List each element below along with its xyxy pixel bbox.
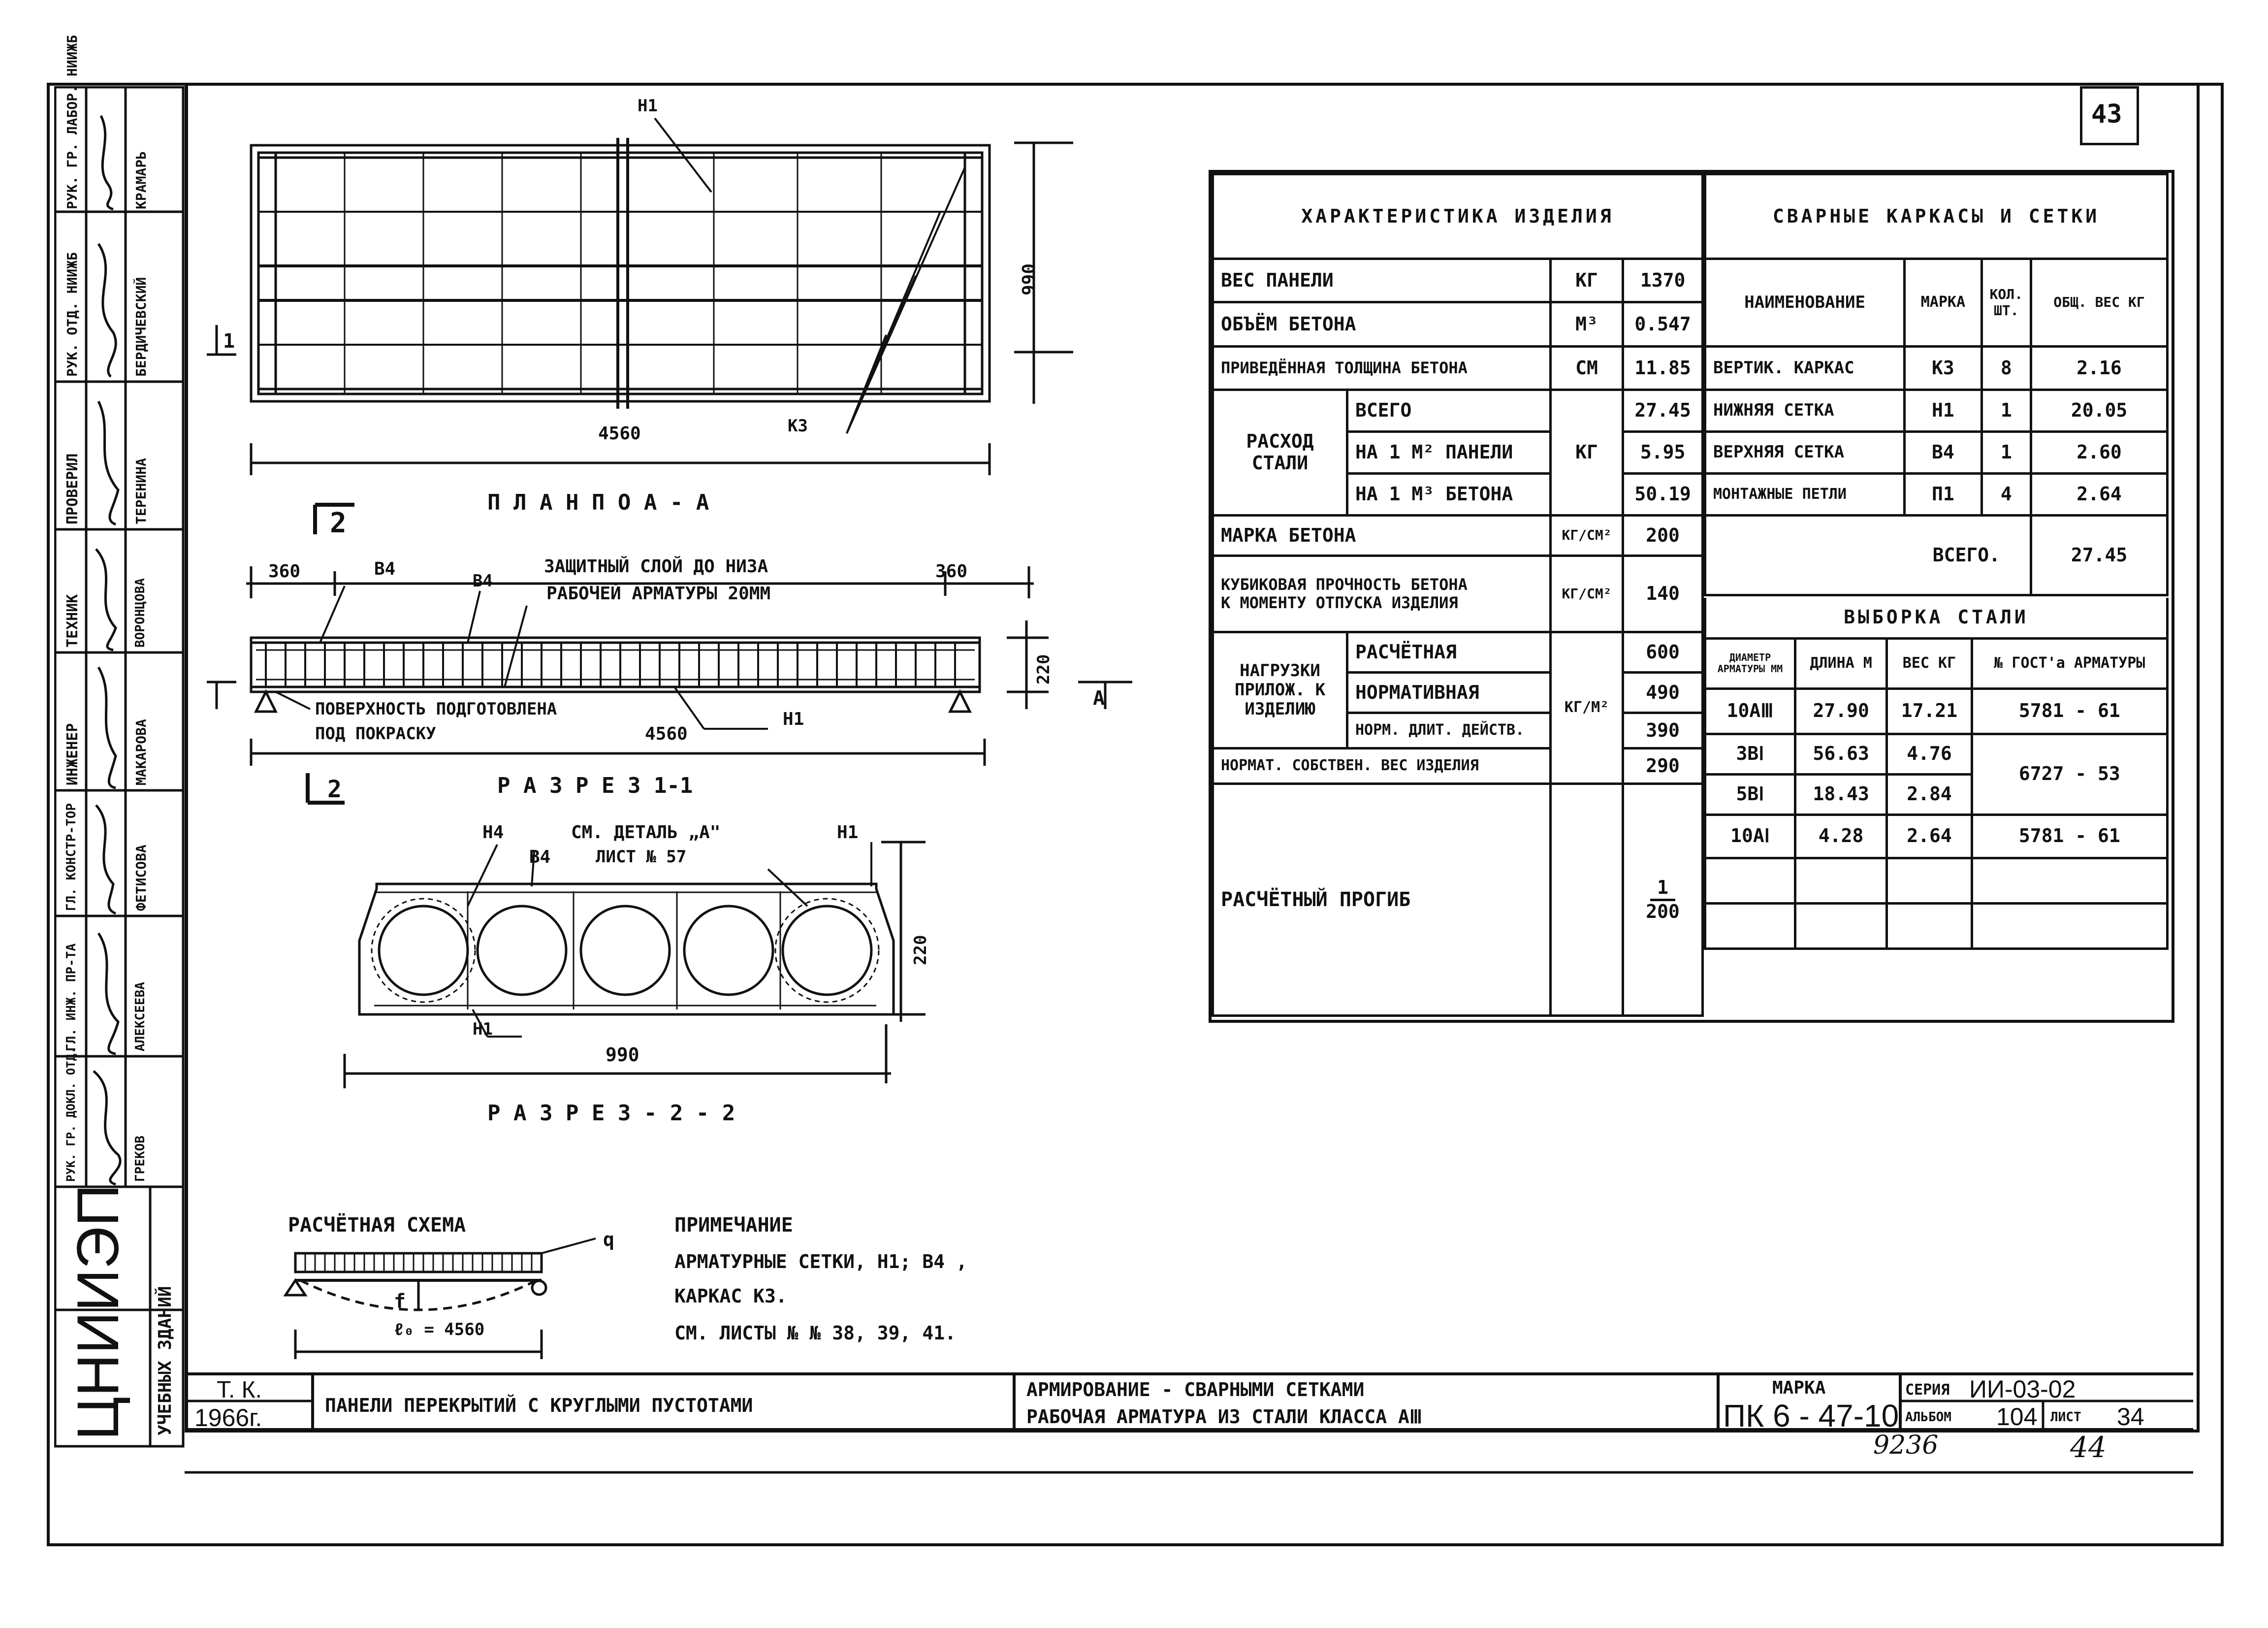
tb-sheet-value: 34 — [2117, 1403, 2144, 1431]
char-cube-unit: КГ/СМ² — [1550, 556, 1623, 632]
char-steel-m3-value: 50.19 — [1623, 474, 1703, 516]
steel-col-dia: ДИАМЕТР АРМАТУРЫ ММ — [1705, 638, 1795, 688]
char-cube-value: 140 — [1623, 556, 1703, 632]
steel-row-2-wt: 4.76 — [1887, 734, 1972, 774]
steel-row-2-gost: 6727 - 53 — [1972, 734, 2167, 814]
stamp-role-3: ГЛ. КОНСТР-ТОР — [64, 803, 79, 911]
cage-row-3-mark: В4 — [1905, 432, 1981, 474]
tb-series-value: ИИ-03-02 — [1969, 1375, 2076, 1403]
stamp-name-8: КРАМАРЬ — [133, 151, 149, 209]
plan-dim-length: 4560 — [598, 423, 641, 444]
cage-row-1-weight: 2.16 — [2031, 347, 2168, 390]
cage-row-1-mark: К3 — [1905, 347, 1981, 390]
char-loads-label: НАГРУЗКИ ПРИЛОЖ. К ИЗДЕЛИЮ — [1213, 632, 1347, 749]
note-title: ПРИМЕЧАНИЕ — [674, 1214, 793, 1237]
steel-row-4-wt: 2.64 — [1887, 814, 1972, 858]
tb-album-label: АЛЬБОМ — [1905, 1410, 1951, 1425]
char-deflection-den: 200 — [1646, 900, 1680, 922]
char-steel-total-value: 27.45 — [1623, 390, 1703, 432]
stamp-name-7: БЕРДИЧЕВСКИЙ — [133, 277, 149, 377]
sec1-dim-right: 360 — [935, 561, 968, 582]
sec1-dim-height: 220 — [1034, 654, 1054, 684]
plan-dim-width: 990 — [1019, 263, 1039, 295]
char-thickness-value: 11.85 — [1623, 347, 1703, 390]
char-selfweight-value: 290 — [1623, 749, 1703, 784]
char-steel-m2-label: НА 1 М² ПАНЕЛИ — [1347, 432, 1551, 474]
sec1-mark-a: А — [1093, 687, 1105, 710]
steel-row-2-len: 56.63 — [1795, 734, 1887, 774]
sec2-label-b4: В4 — [529, 847, 551, 867]
section-1-outline — [251, 638, 980, 692]
note-line-3: СМ. ЛИСТЫ № № 38, 39, 41. — [674, 1322, 956, 1344]
cage-row-4-weight: 2.64 — [2031, 474, 2168, 516]
tb-album-value: 104 — [1996, 1403, 2038, 1431]
plan-section-mark: 1 — [223, 330, 235, 353]
stamp-name-4: МАКАРОВА — [133, 719, 149, 785]
char-steel-m2-value: 5.95 — [1623, 432, 1703, 474]
sec2-detail-ref-2: ЛИСТ № 57 — [596, 847, 687, 867]
scheme-span: ℓ₀ = 4560 — [394, 1320, 485, 1339]
cage-row-3-qty: 1 — [1981, 432, 2031, 474]
cage-col-mark: МАРКА — [1905, 259, 1981, 347]
cage-header: СВАРНЫЕ КАРКАСЫ И СЕТКИ — [1705, 174, 2168, 259]
tb-object: ПАНЕЛИ ПЕРЕКРЫТИЙ С КРУГЛЫМИ ПУСТОТАМИ — [325, 1395, 753, 1416]
stamp-name-3: ФЕТИСОВА — [133, 845, 149, 911]
char-volume-label: ОБЪЁМ БЕТОНА — [1213, 302, 1551, 347]
cage-col-name: НАИМЕНОВАНИЕ — [1705, 259, 1905, 347]
stamp-role-7: РУК. ОТД. НИИЖБ — [64, 252, 80, 377]
char-selfweight-label: НОРМАТ. СОБСТВЕН. ВЕС ИЗДЕЛИЯ — [1213, 749, 1551, 784]
cage-table — [1704, 173, 2169, 596]
scheme-title: РАСЧЁТНАЯ СХЕМА — [288, 1214, 466, 1237]
cage-total-label: ВСЕГО. — [1705, 516, 2031, 595]
scheme-f: f — [394, 1290, 406, 1313]
char-grade-label: МАРКА БЕТОНА — [1213, 516, 1551, 556]
sec1-title: Р А З Р Е З 1-1 — [497, 773, 693, 798]
sec1-note-surface-2: ПОД ПОКРАСКУ — [315, 724, 436, 744]
char-deflection-num: 1 — [1650, 877, 1675, 901]
char-load-design-label: РАСЧЁТНАЯ — [1347, 632, 1551, 673]
char-steel-total-label: ВСЕГО — [1347, 390, 1551, 432]
char-grade-unit: КГ/СМ² — [1550, 516, 1623, 556]
scheme-q: q — [603, 1229, 614, 1250]
cage-col-qty: КОЛ. ШТ. — [1981, 259, 2031, 347]
org-subtitle: УЧЕБНЫХ ЗДАНИЙ — [155, 1286, 175, 1435]
char-weight-label: ВЕС ПАНЕЛИ — [1213, 259, 1551, 302]
char-header: ХАРАКТЕРИСТИКА ИЗДЕЛИЯ — [1213, 174, 1703, 259]
cage-row-2-name: НИЖНЯЯ СЕТКА — [1705, 390, 1905, 432]
sec2-title: Р А З Р Е З - 2 - 2 — [487, 1101, 735, 1126]
steel-col-wt: ВЕС КГ — [1887, 638, 1972, 688]
cage-row-2-mark: Н1 — [1905, 390, 1981, 432]
note-line-1: АРМАТУРНЫЕ СЕТКИ, Н1; В4 , — [674, 1251, 967, 1272]
tb-sheet-label: ЛИСТ — [2050, 1410, 2081, 1425]
tb-marka-value: ПК 6 - 47-10 — [1723, 1398, 1899, 1433]
sec1-mark-2: 2 — [327, 776, 342, 803]
cage-row-4-qty: 4 — [1981, 474, 2031, 516]
char-weight-unit: КГ — [1550, 259, 1623, 302]
char-steel-unit: КГ — [1550, 390, 1623, 516]
steel-table — [1704, 598, 2169, 950]
sec2-dim-width: 990 — [606, 1044, 639, 1066]
archive-number: 9236 — [1873, 1431, 1939, 1460]
tb-desc-1: АРМИРОВАНИЕ - СВАРНЫМИ СЕТКАМИ — [1026, 1379, 1365, 1400]
plan-label-k3: К3 — [788, 416, 808, 436]
cage-total-value: 27.45 — [2031, 516, 2168, 595]
steel-row-1-len: 27.90 — [1795, 688, 1887, 734]
cage-row-2-qty: 1 — [1981, 390, 2031, 432]
char-loads-unit: КГ/М² — [1550, 632, 1623, 784]
stamp-role-4: ИНЖЕНЕР — [64, 723, 81, 785]
sec2-label-n1: Н1 — [837, 822, 859, 843]
char-steel-m3-label: НА 1 М³ БЕТОНА — [1347, 474, 1551, 516]
page-footer: 44 — [2070, 1431, 2107, 1464]
steel-row-2-dia: 3ВⅠ — [1705, 734, 1795, 774]
char-thickness-label: ПРИВЕДЁННАЯ ТОЛЩИНА БЕТОНА — [1213, 347, 1551, 390]
sec1-note-surface-1: ПОВЕРХНОСТЬ ПОДГОТОВЛЕНА — [315, 699, 557, 719]
char-table — [1212, 173, 1704, 1017]
cage-row-4-name: МОНТАЖНЫЕ ПЕТЛИ — [1705, 474, 1905, 516]
sec2-detail-ref-1: СМ. ДЕТАЛЬ „А" — [571, 822, 721, 843]
tb-desc-2: РАБОЧАЯ АРМАТУРА ИЗ СТАЛИ КЛАССА АⅢ — [1026, 1406, 1423, 1428]
cage-row-1-qty: 8 — [1981, 347, 2031, 390]
plan-label-n1: Н1 — [638, 96, 658, 116]
steel-row-3-dia: 5ВⅠ — [1705, 774, 1795, 814]
sec1-note-cover-1: ЗАЩИТНЫЙ СЛОЙ ДО НИЗА — [544, 556, 768, 577]
page-number: 43 — [2091, 99, 2122, 129]
steel-header: ВЫБОРКА СТАЛИ — [1705, 598, 2168, 638]
steel-row-4-len: 4.28 — [1795, 814, 1887, 858]
char-load-norm-value: 490 — [1623, 673, 1703, 713]
cage-row-3-weight: 2.60 — [2031, 432, 2168, 474]
tb-tk: Т. К. — [217, 1377, 262, 1403]
sec1-dim-left: 360 — [268, 561, 301, 582]
org-name: ЦНИИЭП — [65, 1184, 131, 1440]
sec1-label-b4b: В4 — [473, 571, 493, 591]
cage-row-1-name: ВЕРТИК. КАРКАС — [1705, 347, 1905, 390]
char-weight-value: 1370 — [1623, 259, 1703, 302]
char-steel-label: РАСХОД СТАЛИ — [1213, 390, 1347, 516]
stamp-name-6: ТЕРЕНИНА — [133, 458, 149, 524]
stamp-role-2: ГЛ. ИНЖ. ПР-ТА — [64, 943, 79, 1051]
sec1-label-b4a: В4 — [374, 559, 396, 579]
steel-row-3-len: 18.43 — [1795, 774, 1887, 814]
cage-row-3-name: ВЕРХНЯЯ СЕТКА — [1705, 432, 1905, 474]
char-load-design-value: 600 — [1623, 632, 1703, 673]
tb-series-label: СЕРИЯ — [1905, 1381, 1950, 1399]
cage-row-4-mark: П1 — [1905, 474, 1981, 516]
stamp-role-5: ТЕХНИК — [64, 594, 81, 648]
tb-year: 1966г. — [194, 1404, 262, 1432]
char-thickness-unit: СМ — [1550, 347, 1623, 390]
stamp-name-1: ГРЕКОВ — [133, 1136, 148, 1182]
char-deflection-label: РАСЧЁТНЫЙ ПРОГИБ — [1213, 784, 1551, 1016]
steel-row-1-dia: 10АⅢ — [1705, 688, 1795, 734]
plan-title: П Л А Н П О А - А — [487, 490, 709, 515]
cage-row-2-weight: 20.05 — [2031, 390, 2168, 432]
char-cube-label-2: К МОМЕНТУ ОТПУСКА ИЗДЕЛИЯ — [1221, 593, 1458, 612]
steel-row-1-wt: 17.21 — [1887, 688, 1972, 734]
sec2-label-n1-bottom: Н1 — [473, 1019, 493, 1039]
steel-col-gost: № ГОСТ'а АРМАТУРЫ — [1972, 638, 2167, 688]
char-grade-value: 200 — [1623, 516, 1703, 556]
char-load-long-value: 390 — [1623, 713, 1703, 749]
char-volume-unit: М³ — [1550, 302, 1623, 347]
note-line-2: КАРКАС К3. — [674, 1285, 787, 1307]
stamp-role-1: РУК. ГР. ДОКЛ. ОТД. — [64, 1046, 78, 1182]
steel-row-1-gost: 5781 - 61 — [1972, 688, 2167, 734]
char-cube-label-1: КУБИКОВАЯ ПРОЧНОСТЬ БЕТОНА — [1221, 575, 1468, 594]
tb-marka-label: МАРКА — [1772, 1378, 1826, 1398]
steel-col-len: ДЛИНА М — [1795, 638, 1887, 688]
stamp-name-2: АЛЕКСЕЕВА — [133, 982, 148, 1051]
sec1-dim-length: 4560 — [645, 724, 688, 744]
steel-row-4-dia: 10АⅠ — [1705, 814, 1795, 858]
sec1-note-cover-2: РАБОЧЕЙ АРМАТУРЫ 20ММ — [546, 584, 771, 604]
stamp-role-6: ПРОВЕРИЛ — [64, 453, 81, 524]
char-load-norm-label: НОРМАТИВНАЯ — [1347, 673, 1551, 713]
stamp-name-5: ВОРОНЦОВА — [133, 578, 148, 648]
sec1-label-n1: Н1 — [783, 709, 804, 729]
plan-cut-mark: 2 — [330, 507, 347, 539]
cage-col-weight: ОБЩ. ВЕС КГ — [2031, 259, 2168, 347]
sec2-label-n4: Н4 — [482, 822, 504, 843]
stamp-role-8: РУК. ГР. ЛАБОР. НИИЖБ — [64, 34, 80, 209]
sec2-dim-height: 220 — [911, 935, 930, 965]
char-volume-value: 0.547 — [1623, 302, 1703, 347]
steel-row-3-wt: 2.84 — [1887, 774, 1972, 814]
steel-row-4-gost: 5781 - 61 — [1972, 814, 2167, 858]
char-load-long-label: НОРМ. ДЛИТ. ДЕЙСТВ. — [1347, 713, 1551, 749]
tables-block — [1209, 170, 2174, 1023]
